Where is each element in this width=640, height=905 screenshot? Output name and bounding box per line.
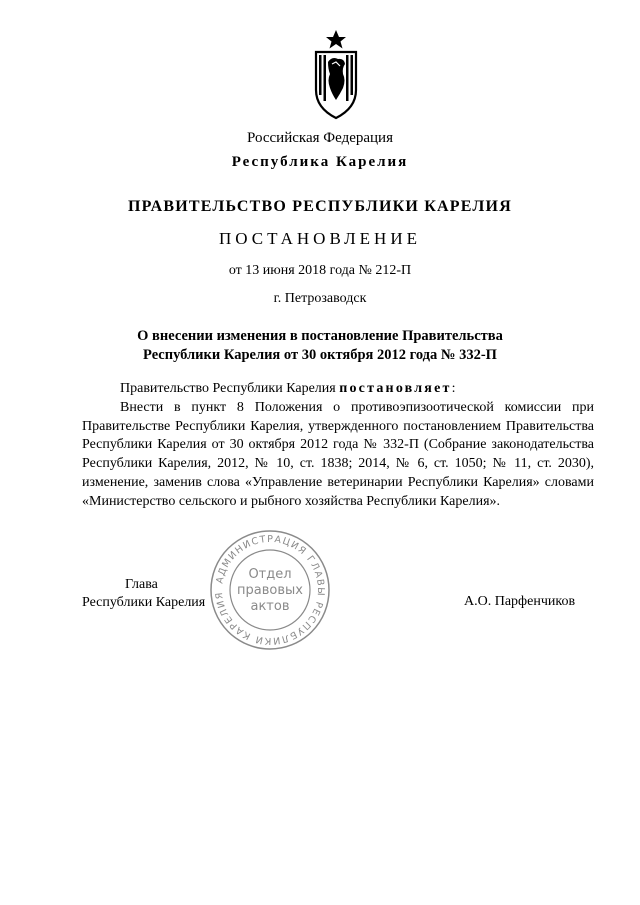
intro-keyword: постановляет: [339, 381, 452, 396]
republic-name: Республика Карелия: [231, 154, 409, 170]
subject-line-1: О внесении изменения в постановление Правительства: [137, 328, 503, 344]
signatory-name: А.О. Парфенчиков: [464, 594, 576, 609]
resolution-body: Внести в пункт 8 Положения о противоэпизоотической комиссии при Правительстве Республики Карелия, утвержденного постановлением Правительства Республики Карелия от 30 октября 2012 года № 332-П (Собрание законодательства Республики Карелия, 2012, № 10, ст. 1838; 2014, № 6, ст. 1050; № 11, ст. 2030), изменение, заменив слова «Управление ветеринарии Республики Карелия» словами «Министерство сельского и рыбного хозяйства Республики Карелия».: [82, 400, 594, 509]
intro-colon: :: [451, 381, 456, 396]
government-title: ПРАВИТЕЛЬСТВО РЕСПУБЛИКИ КАРЕЛИЯ: [128, 198, 512, 215]
stamp-ring-text: АДМИНИСТРАЦИЯ ГЛАВЫ РЕСПУБЛИКИ КАРЕЛИЯ: [213, 533, 327, 647]
document-type: ПОСТАНОВЛЕНИЕ: [218, 229, 421, 248]
stamp-line-1: Отдел: [248, 567, 292, 582]
legal-department-stamp: [208, 528, 332, 652]
signatory-title-line-1: Глава: [125, 577, 158, 592]
document-subject: [0, 327, 640, 365]
intro-text: Правительство Республики Карелия: [120, 381, 340, 396]
signatory-title-line-2: Республики Карелия: [82, 595, 206, 610]
karelia-coat-of-arms-icon: [312, 28, 360, 120]
document-city: г. Петрозаводск: [273, 291, 367, 306]
document-date: от 13 июня 2018 года № 212-П: [228, 263, 412, 278]
stamp-line-3: актов: [250, 599, 290, 614]
resolution-intro: [82, 380, 594, 399]
country-name: Российская Федерация: [247, 130, 393, 146]
subject-line-2: Республики Карелия от 30 октября 2012 года № 332-П: [143, 347, 497, 363]
stamp-line-2: правовых: [237, 583, 303, 598]
